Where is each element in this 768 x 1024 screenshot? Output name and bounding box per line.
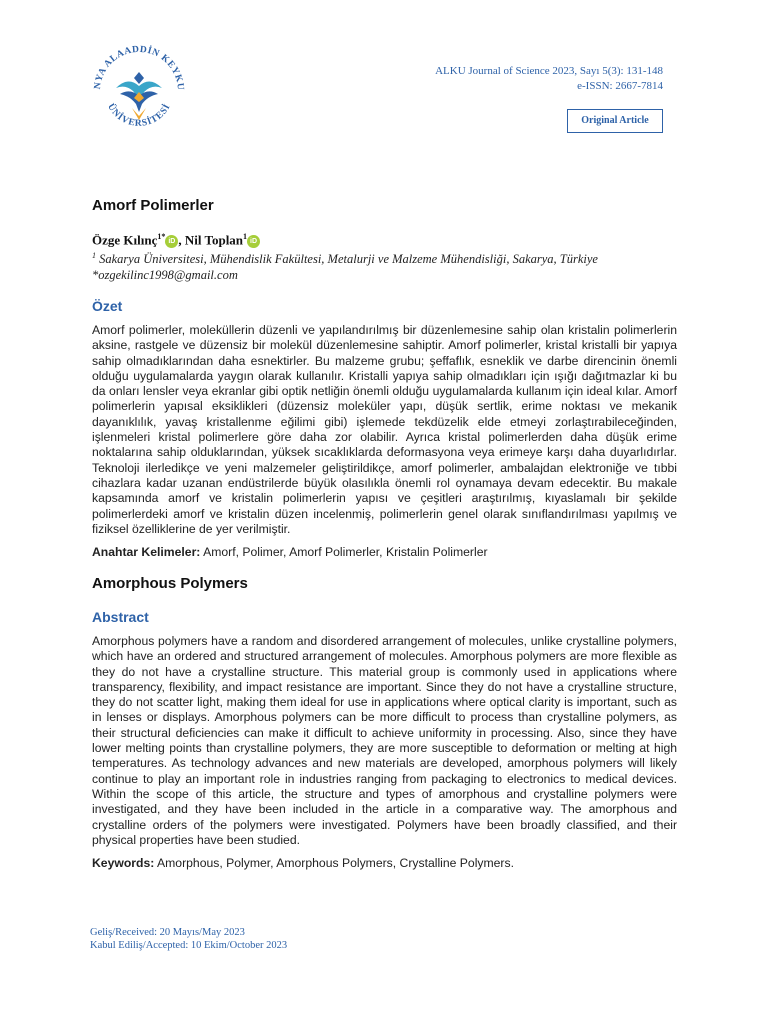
title-turkish: Amorf Polimerler [92,197,214,214]
accepted-date: Kabul Ediliş/Accepted: 10 Ekim/October 2023 [90,940,288,951]
author-separator: , [178,232,185,248]
journal-info [435,64,663,94]
affiliation-text: Sakarya Üniversitesi, Mühendislik Fakültesi, Metalurji ve Malzeme Mühendisliği, Sakarya, Türkiye [96,252,598,267]
university-logo [86,38,192,144]
received-date: Geliş/Received: 20 Mayıs/May 2023 [90,927,245,938]
author-1-sup: 1* [157,232,166,241]
author-2: Nil Toplan [184,232,244,248]
abstract-text: Amorphous polymers have a random and disordered arrangement of molecules, unlike crystalline polymers, which have an ordered and structured arrangement of molecules. Amorphous polymers are more flexible as they do not have a crystalline structure. This material group is commonly used in applications where transparency, flexibility, and impact resistance are important. Since they do not have a crystalline structure, they do not scatter light, making them ideal for use in applications where optical clarity is important, such as in lenses or displays. Amorphous polymers can be more difficult to process than crystalline polymers, as their structural deficiencies can make it difficult to achieve uniformity in processing. Also, since they have lower melting points than crystalline polymers, they are more susceptible to deformation or melting at high temperatures. As technology advances and new materials are developed, amorphous polymers will likely continue to play an important role in industries ranging from packaging to electronics to medical devices. Within the scope of this article, the structure and types of amorphous and crystalline polymers were investigated, and they have been included in the article in a comparative way. The amorphous and crystalline orders of the polymers were investigated. Polymers have been broadly classified, and their physical properties have been studied. [92,634,677,847]
title-english: Amorphous Polymers [92,575,248,592]
affiliation-sup: 1 [92,251,96,260]
logo-ring-text: NYA ALAADDİN KEYKU [92,44,186,91]
affiliation [92,251,598,267]
anahtar-kelimeler-label: Anahtar Kelimeler: [92,545,201,559]
keywords [92,856,514,870]
ozet-text: Amorf polimerler, moleküllerin düzenli ve yapılandırılmış bir düzenlemesine sahip olan kristalin polimerlerin aksine, rastgele ve düzensiz bir molekül düzenlemesine sahiptir. Amorf polimerler, kristal kristalli bir yapıya sahip olmadıklarından daha esnektirler. Bu malzeme grubu; şeffaflık, esneklik ve darbe direncinin önemli olduğu uygulamalarda yaygın olarak kullanılır. Kristalli yapıya sahip olmadıkları için ışığı dağıtmazlar ki bu da onları lensler veya ekranlar gibi optik netliğin önemli olduğu uygulamalarda kullanım için ideal kılar. Amorf polimerlerin yapısal eksiklikleri (düzensiz moleküler yapı, düşük sertlik, erime noktası ve mekanik dayanıklılık, yavaş kristallenme eğilimi gibi) işlemede tekdüzelik elde etmeyi zorlaştırabileceğinden, işlenmeleri kristal polimerlere göre daha zor olabilir. Ayrıca kristal polimerlerden daha düşük erime noktalarına sahip olduklarından, yüksek sıcaklıklarda deformasyona veya erimeye karşı daha duyarlıdırlar. Teknoloji ilerledikçe ve yeni malzemeler geliştirildikçe, amorf polimerler, ambalajdan elektroniğe ve tıbbi cihazlara kadar uzanan endüstrilerde büyük olasılıkla önemli rol oynamaya devam edecektir. Bu makale kapsamında amorf ve kristalin polimerlerin yapısı ve çeşitleri araştırılmış, kıyaslamalı bir şekilde polimerlerdeki amorf ve kristalin düzen incelenmiş, polimerlerin genel olarak sınıflandırılması yapılmış ve fiziksel özelliklerine de yer verilmiştir. [92,323,677,536]
orcid-icon[interactable]: iD [165,235,178,248]
journal-issn: e-ISSN: 2667-7814 [577,80,663,92]
corresponding-email[interactable]: *ozgekilinc1998@gmail.com [92,268,238,282]
article-type-badge: Original Article [567,109,663,133]
ozet-heading: Özet [92,298,123,314]
svg-text:ALANYA ALAADDİN KEYKUBAT [86,38,185,91]
keywords-label: Keywords: [92,856,155,870]
authors-line [92,232,260,248]
keywords-values: Amorphous, Polymer, Amorphous Polymers, Crystalline Polymers. [154,856,514,870]
article-dates [90,926,287,952]
emblem-icon [116,72,162,120]
orcid-icon[interactable]: iD [247,235,260,248]
logo-bottom-text: ÜNİVERSİTESİ [105,102,173,129]
journal-citation: ALKU Journal of Science 2023, Sayı 5(3): 131-148 [435,65,663,77]
author-2-sup: 1 [243,232,248,241]
anahtar-kelimeler-values: Amorf, Polimer, Amorf Polimerler, Kristalin Polimerler [200,545,488,559]
author-1: Özge Kılınç [92,232,158,248]
abstract-heading: Abstract [92,609,149,625]
anahtar-kelimeler [92,545,488,559]
